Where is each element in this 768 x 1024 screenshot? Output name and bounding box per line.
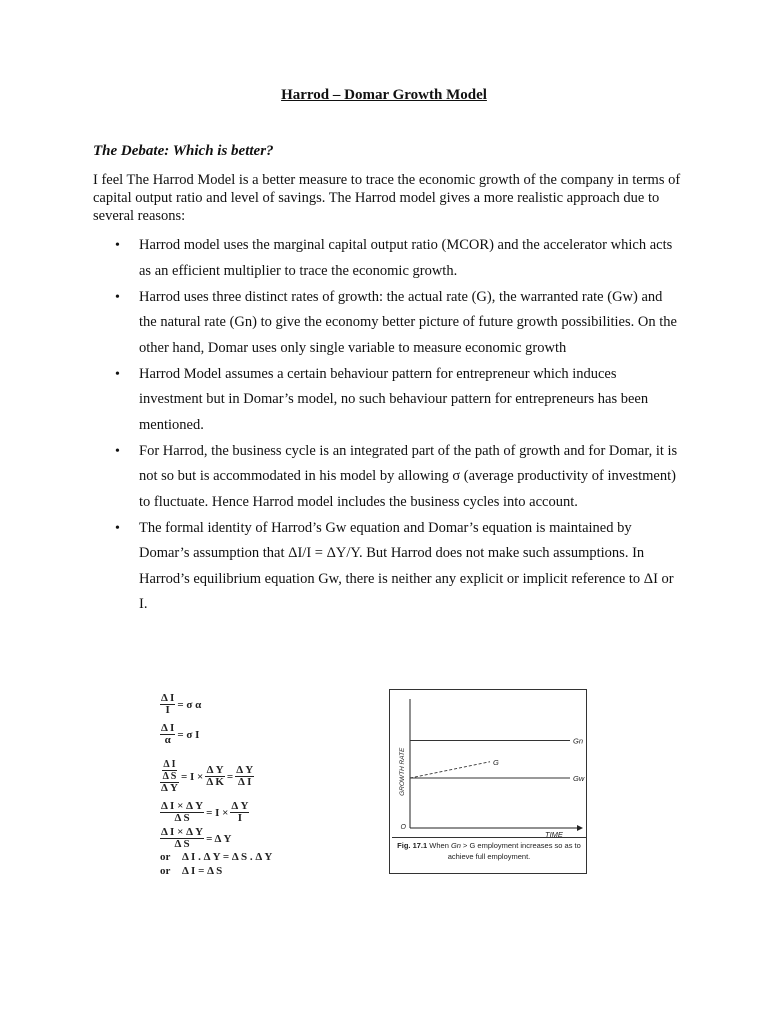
list-item [93,516,683,618]
bullet-icon: • [115,289,120,305]
list-item [93,285,683,362]
page-title: Harrod – Domar Growth Model [281,87,487,103]
list-item [93,362,683,439]
bullet-list [93,233,683,618]
equation-3: $\frac{\frac{\text{Δ I}}{\text{Δ S}}}{\text{Δ Y}}$ = I × $\frac{\text{Δ Y}}{\text{Δ K}}$ = $\frac{\text{Δ Y}}{\text{Δ I}}$ [161,759,254,794]
equation-7: or Δ I = Δ S [160,865,223,877]
bullet-icon: • [115,520,120,536]
list-item [93,439,683,516]
bullet-icon: • [115,238,120,253]
series-label-gn: Gn [573,736,584,746]
y-axis-label: GROWTH RATE [399,747,406,796]
bullet-text: Harrod model uses the marginal capital output ratio (MCOR) and the accelerator which acts as an efficient multiplier to trace the economic growth. [139,237,673,279]
origin-label: O [400,824,406,831]
x-axis-label: TIME [545,830,563,839]
bullet-text: The formal identity of Harrod’s Gw equation and Domar’s equation is maintained by Domar’s assumption that ΔI/I = ΔY/Y. But Harrod does not make such assumptions. In Harrod’s equilibrium equation Gw, there is neither any explicit or implicit reference to ΔI or I. [139,519,674,612]
growth-chart [390,690,586,840]
list-item [93,233,683,284]
equation-4: $\frac{\text{Δ I × Δ Y}}{\text{Δ S}}$ = I × $\frac{\text{Δ Y}}{I}$ [161,800,249,824]
caption-gn: Gn [450,841,461,850]
bullet-text: Harrod Model assumes a certain behaviour pattern for entrepreneur which induces investment but in Domar’s model, no such behaviour pattern for entrepreneurs has been mentioned. [139,365,649,433]
caption-fig-label: Fig. 17.1 [397,841,428,850]
bullet-text: For Harrod, the business cycle is an integrated part of the path of growth and for Domar, it is not so but is accommodated in his model by allowing σ (average productivity of investment) to fluctuate. Hence Harrod model includes the business cycles into account. [139,442,678,510]
equation-6: or Δ I . Δ Y = Δ S . Δ Y [160,851,273,863]
series-label-gw: Gw [573,774,585,783]
caption-text-1: When [427,841,451,850]
series-label-g: G [493,757,499,767]
figure-caption [392,837,586,862]
intro-paragraph: I feel The Harrod Model is a better measure to trace the economic growth of the company in terms of capital output ratio and level of savings. The Harrod model gives a more realistic approach due to several reasons: [93,172,681,224]
equation-2: $\frac{\text{Δ I}}{\alpha}$ = σ I [161,722,200,746]
bullet-icon: • [115,366,120,382]
equations-block [160,693,330,883]
section-heading: The Debate: Which is better? [93,143,274,159]
equation-5: $\frac{\text{Δ I × Δ Y}}{\text{Δ S}}$ = Δ Y [161,826,232,850]
caption-text-2: > G employment increases so as to achieve full employment. [447,841,581,861]
growth-rate-figure [389,689,587,874]
x-axis-arrow [577,825,583,831]
bullet-text: Harrod uses three distinct rates of growth: the actual rate (G), the warranted rate (Gw) and the natural rate (Gn) to give the economy better picture of future growth possibilities. On the other hand, Domar uses only single variable to measure economic growth [139,288,677,356]
equation-1: $\frac{\text{Δ I}}{I}$ = σ α [161,692,202,716]
series-line-g [410,762,490,778]
bullet-icon: • [115,443,120,459]
